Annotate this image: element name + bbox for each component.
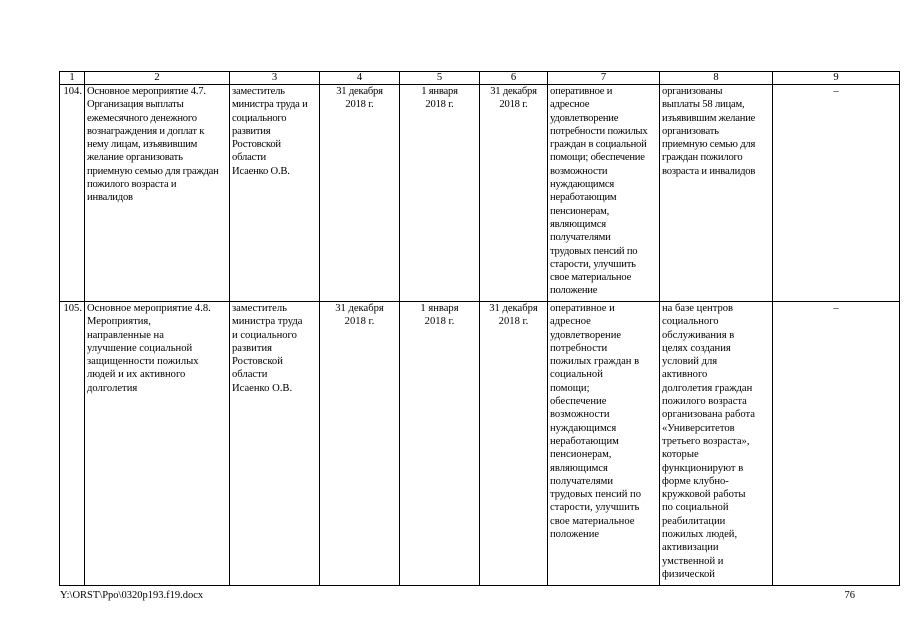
actual-result-text: организованы выплаты 58 лицам, изъявившим желание организовать приемную семью для граждан пожилого возраста и инвалидов (662, 86, 756, 177)
actual-result-cell (660, 302, 773, 586)
responsible-text: заместитель министра труда и социального развития Ростовской области Исаенко О.В. (232, 303, 303, 394)
responsible-cell (230, 85, 320, 302)
actual-date-text: 31 декабря 2018 г. (490, 86, 537, 111)
row-number: 105. (60, 302, 85, 586)
table-row (60, 85, 900, 302)
event-cell (85, 85, 230, 302)
end-date-text: 1 января 2018 г. (421, 86, 458, 111)
column-number-row (60, 72, 900, 85)
actual-result-text: на базе центров социального обслуживания в целях создания условий для активного долголетия граждан пожилого возраста организована работа «Университетов третьего возраста», которые функционируют в форме клубно- кружковой работы по социальной реабилитации пожилых людей, активизации умственной и физической (662, 303, 755, 580)
report-table (59, 71, 900, 586)
column-number: 9 (773, 72, 900, 85)
note-text: – (833, 86, 839, 97)
column-number: 5 (400, 72, 480, 85)
note-text: – (833, 303, 839, 314)
expected-result-text: оперативное и адресное удовлетворение потребности пожилых граждан в социальной помощи; обеспечение возможности нуждающимся неработающим пенсионерам, являющимся получателями трудовых пенсий по старости, улучшить свое материальное положение (550, 86, 648, 297)
column-number: 1 (60, 72, 85, 85)
actual-date-text: 31 декабря 2018 г. (489, 303, 538, 328)
end-date-cell (400, 85, 480, 302)
responsible-text: заместитель министра труда и социального развития Ростовской области Исаенко О.В. (232, 86, 308, 177)
actual-date-cell (480, 302, 548, 586)
end-date-text: 1 января 2018 г. (420, 303, 459, 328)
event-text: Основное мероприятие 4.8. Мероприятия, направленные на улучшение социальной защищенности пожилых людей и их активного долголетия (87, 303, 211, 394)
start-date-text: 31 декабря 2018 г. (336, 86, 383, 111)
event-cell (85, 302, 230, 586)
actual-date-cell (480, 85, 548, 302)
column-number: 8 (660, 72, 773, 85)
actual-result-cell (660, 85, 773, 302)
column-number: 7 (548, 72, 660, 85)
expected-result-text: оперативное и адресное удовлетворение потребности пожилых граждан в социальной помощи; обеспечение возможности нуждающимся неработающим пенсионерам, являющимся получателями трудовых пенсий по старости, улучшить свое материальное положение (550, 303, 641, 541)
column-number: 2 (85, 72, 230, 85)
responsible-cell (230, 302, 320, 586)
end-date-cell (400, 302, 480, 586)
expected-result-cell (548, 302, 660, 586)
column-number: 3 (230, 72, 320, 85)
table-row (60, 302, 900, 586)
note-cell (773, 302, 900, 586)
file-path-footer: Y:\ORST\Ppo\0320p193.f19.docx (60, 590, 204, 601)
start-date-text: 31 декабря 2018 г. (335, 303, 384, 328)
row-number: 104. (60, 85, 85, 302)
column-number: 6 (480, 72, 548, 85)
start-date-cell (320, 302, 400, 586)
start-date-cell (320, 85, 400, 302)
page-number: 76 (844, 590, 855, 601)
note-cell (773, 85, 900, 302)
expected-result-cell (548, 85, 660, 302)
column-number: 4 (320, 72, 400, 85)
event-text: Основное мероприятие 4.7. Организация выплаты ежемесячного денежного вознаграждения и доплат к нему лицам, изъявившим желание организовать приемную семью для граждан пожилого возраста и инвалидов (87, 86, 219, 204)
